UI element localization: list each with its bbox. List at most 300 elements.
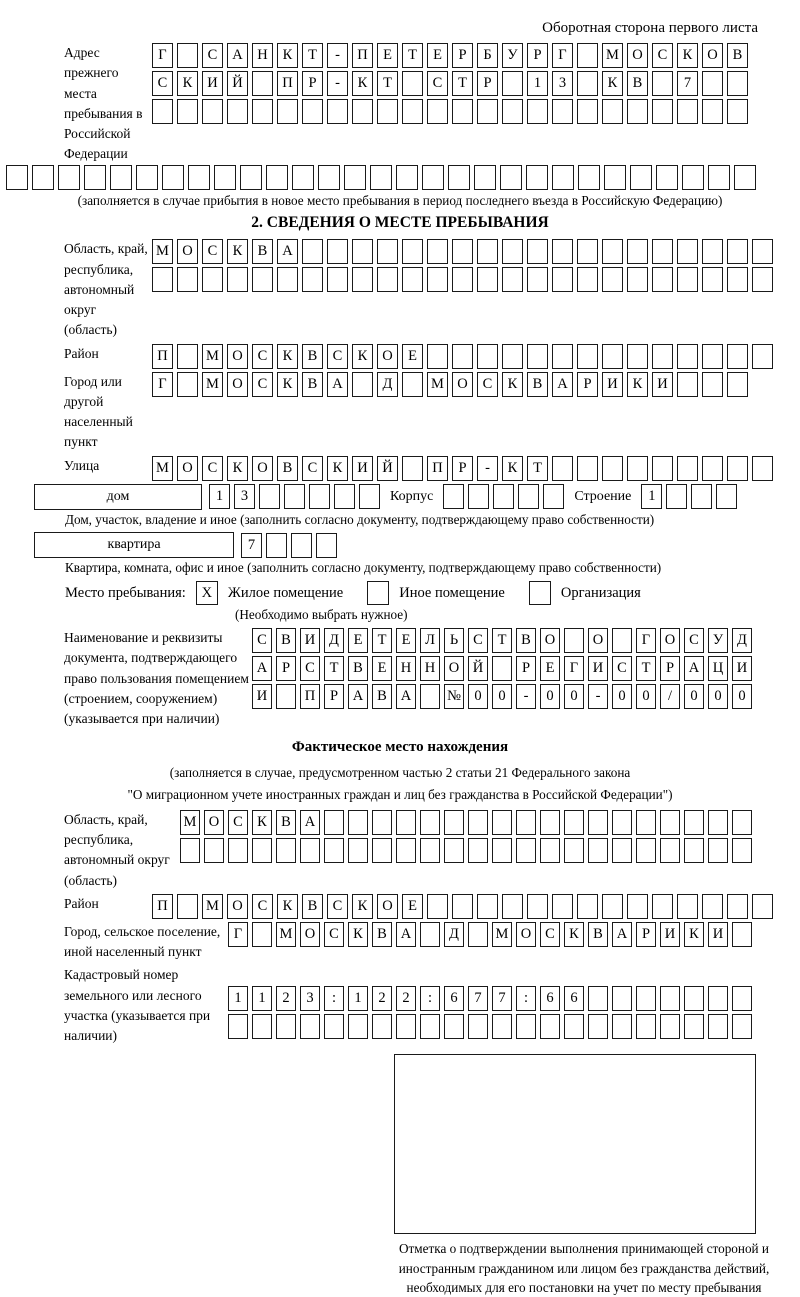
char-cell: Е [402, 344, 423, 369]
char-cell: 1 [209, 484, 230, 509]
char-cell: Е [427, 43, 448, 68]
region-label: Область, край, республика, автономный округ (область) [64, 241, 148, 338]
char-cell [444, 838, 464, 863]
char-cell [516, 810, 536, 835]
actual-district-block [0, 894, 800, 919]
char-cell [577, 239, 598, 264]
char-cell [666, 484, 687, 509]
char-cell [627, 456, 648, 481]
prev-address-row-3 [152, 99, 748, 124]
prev-address-label: Адрес прежнего места пребывания в Российской Федерации [64, 45, 143, 162]
char-cell [652, 456, 673, 481]
char-cell [422, 165, 444, 190]
char-cell [468, 838, 488, 863]
char-cell: 0 [564, 684, 584, 709]
char-cell [177, 894, 198, 919]
char-cell [732, 922, 752, 947]
stay-type-block [65, 581, 800, 605]
char-cell: К [564, 922, 584, 947]
char-cell [427, 267, 448, 292]
char-cell [588, 838, 608, 863]
char-cell [702, 344, 723, 369]
char-cell [752, 894, 773, 919]
char-cell [110, 165, 132, 190]
char-cell [752, 267, 773, 292]
char-cell [444, 1014, 464, 1039]
char-cell: 0 [636, 684, 656, 709]
stroenie-label: Строение [574, 488, 632, 504]
char-cell [702, 456, 723, 481]
char-cell [727, 344, 748, 369]
char-cell [588, 1014, 608, 1039]
char-cell [691, 484, 712, 509]
house-note: Дом, участок, владение и иное (заполнить согласно документу, подтверждающему право собственности) [65, 511, 655, 527]
char-cell [502, 239, 523, 264]
char-cell [348, 1014, 368, 1039]
char-cell [732, 838, 752, 863]
char-cell: В [276, 628, 296, 653]
char-cell: В [527, 372, 548, 397]
korpus-row [443, 484, 564, 509]
char-cell [727, 239, 748, 264]
char-cell: Д [444, 922, 464, 947]
char-cell [552, 267, 573, 292]
char-cell: В [372, 922, 392, 947]
char-cell [702, 239, 723, 264]
apartment-note: Квартира, комната, офис и иное (заполнить согласно документу, подтверждающему право собственности) [65, 560, 662, 576]
char-cell [602, 894, 623, 919]
char-cell [468, 1014, 488, 1039]
char-cell: С [300, 656, 320, 681]
char-cell: 6 [564, 986, 584, 1011]
char-cell: И [202, 71, 223, 96]
char-cell [552, 344, 573, 369]
char-cell: А [396, 684, 416, 709]
char-cell: И [660, 922, 680, 947]
char-cell: К [252, 810, 272, 835]
char-cell [427, 239, 448, 264]
char-cell: В [252, 239, 273, 264]
char-cell [702, 894, 723, 919]
char-cell [602, 267, 623, 292]
char-cell [636, 810, 656, 835]
char-cell [327, 267, 348, 292]
char-cell: / [660, 684, 680, 709]
char-cell [300, 838, 320, 863]
char-cell: О [540, 628, 560, 653]
char-cell [277, 267, 298, 292]
char-cell [502, 99, 523, 124]
char-cell: Т [402, 43, 423, 68]
char-cell [652, 239, 673, 264]
char-cell [477, 267, 498, 292]
char-cell: 2 [372, 986, 392, 1011]
char-cell [402, 71, 423, 96]
char-cell: 1 [252, 986, 272, 1011]
char-cell: В [302, 894, 323, 919]
char-cell: Ц [708, 656, 728, 681]
char-cell: И [352, 456, 373, 481]
confirmation-caption: Отметка о подтверждении выполнения принимающей стороной и иностранным гражданином или лицом без гражданства действий, необходимых для его постановки на учет по месту пребывания [398, 1241, 770, 1295]
korpus-label: Корпус [390, 488, 434, 504]
char-cell [372, 838, 392, 863]
char-cell [660, 810, 680, 835]
char-cell [578, 165, 600, 190]
actual-region-label: Область, край, республика, автономный округ (область) [64, 811, 170, 888]
char-cell [727, 267, 748, 292]
char-cell [577, 456, 598, 481]
char-cell: С [427, 71, 448, 96]
char-cell [502, 344, 523, 369]
char-cell: В [372, 684, 392, 709]
stay-type-checkbox-other [367, 581, 389, 605]
char-cell [502, 894, 523, 919]
char-cell [540, 838, 560, 863]
char-cell: В [302, 344, 323, 369]
char-cell [684, 810, 704, 835]
char-cell [636, 986, 656, 1011]
char-cell [708, 1014, 728, 1039]
char-cell: Г [636, 628, 656, 653]
confirmation-stamp-box [394, 1054, 756, 1234]
char-cell [444, 810, 464, 835]
char-cell: Й [227, 71, 248, 96]
actual-location-note-1: (заполняется в случае, предусмотренном частью 2 статьи 21 Федерального закона [169, 765, 631, 781]
stay-type-label: Место пребывания: [65, 584, 186, 601]
char-cell: 6 [444, 986, 464, 1011]
char-cell: Р [516, 656, 536, 681]
char-cell: - [477, 456, 498, 481]
char-cell [6, 165, 28, 190]
char-cell: П [352, 43, 373, 68]
char-cell: И [708, 922, 728, 947]
char-cell: С [202, 456, 223, 481]
char-cell: К [352, 344, 373, 369]
char-cell [588, 810, 608, 835]
char-cell [292, 165, 314, 190]
char-cell: Т [527, 456, 548, 481]
char-cell [516, 838, 536, 863]
char-cell [302, 239, 323, 264]
char-cell [477, 894, 498, 919]
char-cell [727, 71, 748, 96]
char-cell [682, 165, 704, 190]
char-cell: А [300, 810, 320, 835]
char-cell [552, 456, 573, 481]
char-cell [552, 165, 574, 190]
char-cell: : [324, 986, 344, 1011]
char-cell: М [180, 810, 200, 835]
document-rows [252, 628, 752, 712]
char-cell: К [177, 71, 198, 96]
document-label: Наименование и реквизиты документа, подтверждающего право пользования помещением (строением, сооружением) (указывается при наличии) [64, 630, 249, 726]
char-cell [627, 99, 648, 124]
char-cell [677, 99, 698, 124]
char-cell: К [327, 456, 348, 481]
char-cell: А [612, 922, 632, 947]
char-cell [677, 456, 698, 481]
char-cell: Д [324, 628, 344, 653]
char-cell [502, 267, 523, 292]
char-cell [727, 99, 748, 124]
char-cell [577, 99, 598, 124]
char-cell [177, 267, 198, 292]
char-cell [452, 267, 473, 292]
char-cell: О [702, 43, 723, 68]
char-cell: 0 [708, 684, 728, 709]
char-cell [516, 1014, 536, 1039]
char-cell [402, 456, 423, 481]
char-cell [702, 372, 723, 397]
char-cell [636, 1014, 656, 1039]
char-cell: С [252, 628, 272, 653]
char-cell: К [352, 894, 373, 919]
char-cell [427, 894, 448, 919]
char-cell [552, 99, 573, 124]
char-cell [452, 99, 473, 124]
house-number-row [209, 484, 380, 509]
char-cell: 3 [552, 71, 573, 96]
char-cell [448, 165, 470, 190]
stay-type-option-organization: Организация [560, 584, 641, 601]
char-cell: С [252, 372, 273, 397]
char-cell [352, 267, 373, 292]
char-cell [732, 986, 752, 1011]
char-cell: А [227, 43, 248, 68]
char-cell [300, 1014, 320, 1039]
prev-address-row-4 [6, 165, 800, 190]
actual-region-block [0, 810, 800, 891]
street-block [0, 456, 800, 481]
char-cell [602, 239, 623, 264]
char-cell: А [552, 372, 573, 397]
char-cell [352, 239, 373, 264]
char-cell [577, 344, 598, 369]
char-cell: О [177, 239, 198, 264]
char-cell: Р [302, 71, 323, 96]
char-cell [443, 484, 464, 509]
char-cell: О [204, 810, 224, 835]
char-cell [84, 165, 106, 190]
char-cell [324, 810, 344, 835]
char-cell [630, 165, 652, 190]
char-cell [327, 239, 348, 264]
char-cell: 1 [527, 71, 548, 96]
char-cell: 7 [241, 533, 262, 558]
actual-location-title: Фактическое место нахождения [291, 739, 509, 756]
char-cell [202, 267, 223, 292]
char-cell [188, 165, 210, 190]
char-cell: М [152, 239, 173, 264]
char-cell: А [348, 684, 368, 709]
char-cell: Н [252, 43, 273, 68]
char-cell [474, 165, 496, 190]
char-cell [468, 484, 489, 509]
char-cell: : [516, 986, 536, 1011]
prev-address-row-1 [152, 43, 748, 68]
char-cell: К [627, 372, 648, 397]
char-cell: Т [452, 71, 473, 96]
char-cell: В [627, 71, 648, 96]
region-block [0, 239, 800, 340]
char-cell [652, 267, 673, 292]
char-cell [277, 99, 298, 124]
char-cell [543, 484, 564, 509]
char-cell: Й [468, 656, 488, 681]
char-cell [602, 99, 623, 124]
char-cell [402, 99, 423, 124]
char-cell: И [252, 684, 272, 709]
char-cell: Р [577, 372, 598, 397]
char-cell: М [492, 922, 512, 947]
char-cell: К [277, 372, 298, 397]
char-cell: 1 [228, 986, 248, 1011]
char-cell: Т [492, 628, 512, 653]
char-cell: О [227, 344, 248, 369]
region-rows [152, 239, 773, 295]
city-label: Город или другой населенный пункт [64, 373, 133, 450]
document-row-2 [252, 656, 752, 681]
char-cell [402, 267, 423, 292]
char-cell: А [396, 922, 416, 947]
char-cell [612, 628, 632, 653]
char-cell: С [202, 43, 223, 68]
char-cell [577, 267, 598, 292]
char-cell [752, 456, 773, 481]
char-cell: 7 [492, 986, 512, 1011]
char-cell: Т [636, 656, 656, 681]
char-cell: Ь [444, 628, 464, 653]
region-row-1 [152, 239, 773, 264]
char-cell [702, 267, 723, 292]
char-cell [240, 165, 262, 190]
char-cell [372, 1014, 392, 1039]
char-cell: Р [452, 456, 473, 481]
char-cell [527, 267, 548, 292]
char-cell [177, 99, 198, 124]
char-cell [252, 267, 273, 292]
char-cell [732, 1014, 752, 1039]
char-cell: 2 [396, 986, 416, 1011]
char-cell: В [727, 43, 748, 68]
char-cell: И [300, 628, 320, 653]
char-cell: К [684, 922, 704, 947]
cadastral-rows [228, 986, 752, 1042]
char-cell [527, 239, 548, 264]
char-cell [612, 810, 632, 835]
char-cell [452, 239, 473, 264]
char-cell: С [202, 239, 223, 264]
char-cell [396, 1014, 416, 1039]
char-cell: 3 [234, 484, 255, 509]
char-cell: К [502, 456, 523, 481]
char-cell [348, 838, 368, 863]
char-cell: 3 [300, 986, 320, 1011]
char-cell: Г [152, 372, 173, 397]
char-cell: В [302, 372, 323, 397]
cadastral-label: Кадастровый номер земельного или лесного участка (указывается при наличии) [64, 967, 211, 1044]
char-cell: Г [552, 43, 573, 68]
char-cell: О [377, 344, 398, 369]
char-cell: 0 [540, 684, 560, 709]
char-cell: 0 [612, 684, 632, 709]
char-cell [732, 810, 752, 835]
char-cell: С [327, 344, 348, 369]
char-cell [318, 165, 340, 190]
char-cell: Г [564, 656, 584, 681]
char-cell [708, 810, 728, 835]
char-cell [492, 838, 512, 863]
char-cell [162, 165, 184, 190]
char-cell [702, 99, 723, 124]
char-cell [252, 71, 273, 96]
char-cell: Е [402, 894, 423, 919]
char-cell [727, 894, 748, 919]
char-cell [348, 810, 368, 835]
district-block [0, 344, 800, 369]
char-cell: К [502, 372, 523, 397]
char-cell: С [684, 628, 704, 653]
char-cell: П [427, 456, 448, 481]
char-cell: У [708, 628, 728, 653]
char-cell [302, 99, 323, 124]
char-cell: К [277, 894, 298, 919]
char-cell: М [202, 894, 223, 919]
char-cell: 0 [732, 684, 752, 709]
char-cell: - [327, 43, 348, 68]
char-cell: О [588, 628, 608, 653]
district-row [152, 344, 773, 369]
char-cell [527, 99, 548, 124]
char-cell: О [377, 894, 398, 919]
char-cell: И [602, 372, 623, 397]
char-cell [492, 656, 512, 681]
char-cell: Р [477, 71, 498, 96]
char-cell: И [732, 656, 752, 681]
actual-district-label: Район [64, 895, 99, 911]
char-cell [716, 484, 737, 509]
char-cell [627, 894, 648, 919]
char-cell: О [252, 456, 273, 481]
char-cell [452, 894, 473, 919]
char-cell: О [660, 628, 680, 653]
char-cell [527, 894, 548, 919]
char-cell [266, 533, 287, 558]
char-cell [677, 239, 698, 264]
char-cell: И [588, 656, 608, 681]
char-cell: Н [396, 656, 416, 681]
char-cell [708, 986, 728, 1011]
char-cell [372, 810, 392, 835]
char-cell: Р [276, 656, 296, 681]
char-cell: № [444, 684, 464, 709]
char-cell [377, 239, 398, 264]
char-cell [652, 344, 673, 369]
char-cell: О [516, 922, 536, 947]
char-cell: Р [527, 43, 548, 68]
char-cell: С [302, 456, 323, 481]
char-cell: 0 [492, 684, 512, 709]
char-cell [727, 372, 748, 397]
char-cell [204, 838, 224, 863]
char-cell: Р [452, 43, 473, 68]
char-cell: 2 [276, 986, 296, 1011]
char-cell [352, 99, 373, 124]
cadastral-row-2 [228, 1014, 752, 1039]
char-cell [527, 344, 548, 369]
char-cell: А [684, 656, 704, 681]
prev-address-row-2 [152, 71, 748, 96]
